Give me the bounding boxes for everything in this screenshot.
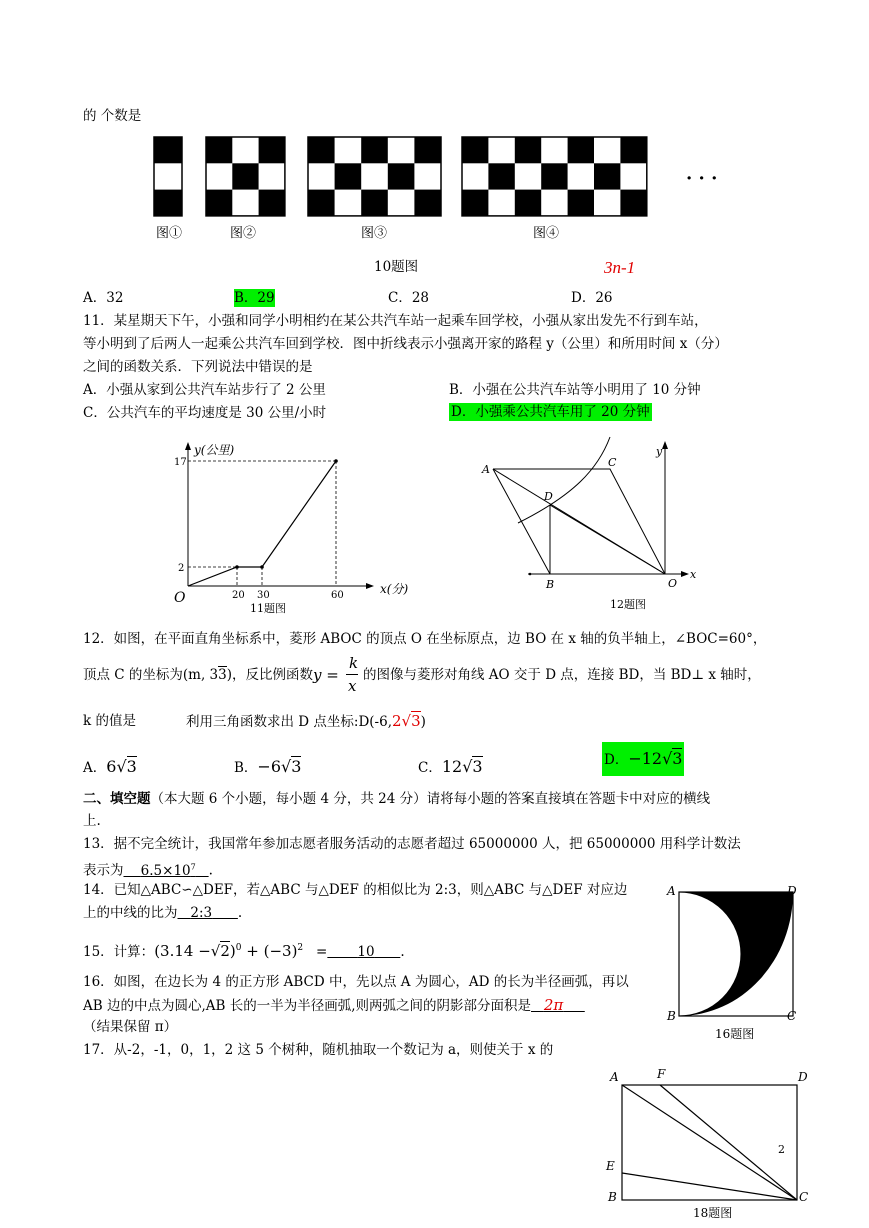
q11-graph [160, 440, 410, 620]
q16-label-a: A [667, 884, 676, 898]
q16-line3: （结果保留 π） [83, 1019, 178, 1035]
fig2-label: 图② [230, 226, 257, 241]
q16-label-c: C [787, 1009, 797, 1023]
q12-line1: 12．如图，在平面直角坐标系中，菱形 ABOC 的顶点 O 在坐标原点，边 BO 在 x 轴的负半轴上，∠BOC=60°， [83, 631, 767, 647]
q10-option-b: B．29 [234, 290, 275, 306]
pattern-cell [232, 190, 259, 217]
q10-caption: 10题图 [374, 259, 419, 275]
pattern-cell [620, 190, 647, 217]
q10-annotation: 3n-1 [604, 258, 636, 277]
pattern-cell [308, 163, 335, 190]
q12-line3-a: k 的值是 [83, 713, 136, 729]
pattern-cell [541, 190, 568, 217]
q13-line2: 表示为 $6.5\times 10^7$ . [83, 862, 213, 879]
pattern-cell [620, 163, 647, 190]
q11-line3: 之间的函数关系．下列说法中错误的是 [83, 359, 313, 375]
pattern-cell [594, 137, 621, 164]
q11-ytick-17: 17 [174, 457, 187, 468]
pattern-cell [259, 137, 286, 164]
pattern-cell [308, 190, 335, 217]
pattern-cell [488, 137, 515, 164]
pattern-cell [414, 163, 441, 190]
func-fraction-bar [346, 674, 358, 675]
pattern-cell [515, 137, 542, 164]
pattern-cell [462, 137, 489, 164]
q12-option-a: A．6√3 [83, 757, 137, 776]
q12-label-d: D [544, 490, 553, 503]
pattern-cell [414, 190, 441, 217]
q16-label-d: D [787, 884, 797, 898]
q16-figure [665, 880, 815, 1045]
pattern-cell [335, 163, 362, 190]
q11-xtick-20: 20 [232, 590, 245, 601]
q11-caption: 11题图 [250, 602, 286, 615]
q13-line1: 13．据不完全统计，我国常年参加志愿者服务活动的志愿者超过 65000000 人，把 65000000 用科学计数法 [83, 836, 741, 852]
q11-option-d: D．小强乘公共汽车用了 20 分钟 [451, 404, 650, 420]
q18-figure [600, 1065, 820, 1225]
pattern-cell [335, 190, 362, 217]
pattern-cell [335, 137, 362, 164]
q18-caption: 18题图 [693, 1206, 733, 1220]
pattern-cell [594, 163, 621, 190]
q15-line: 15．计算：$(3.14 -√2)^0 + (-3)^2$ = 10 . [83, 942, 405, 960]
q18-label-a: A [610, 1070, 619, 1084]
pattern-cell [541, 163, 568, 190]
fig1-label: 图① [156, 226, 183, 241]
pattern-figure-2 [206, 137, 285, 216]
pattern-cell [361, 163, 388, 190]
q12-label-o: O [668, 577, 678, 590]
func-y: y = [313, 666, 339, 684]
func-x: x [348, 677, 357, 695]
q12-line2: 顶点 C 的坐标为(m, 33)，反比例函数 [83, 667, 314, 683]
q16-line2: AB 边的中点为圆心,AB 长的一半为半径画弧,则两弧之间的阴影部分面积是 2π [83, 996, 564, 1014]
fig4-label: 图④ [533, 226, 560, 241]
q12-label-y: y [656, 445, 663, 458]
q11-option-a: A．小强从家到公共汽车站步行了 2 公里 [83, 382, 326, 398]
q12-label-b: B [546, 578, 555, 591]
pattern-cell [414, 137, 441, 164]
pattern-cell [154, 190, 182, 217]
pattern-cell [462, 163, 489, 190]
q12-label-a: A [482, 463, 490, 476]
pattern-cell [620, 137, 647, 164]
section2-line1: 二、填空题（本大题 6 个小题，每小题 4 分，共 24 分）请将每小题的答案直接填在答题卡中对应的横线 [83, 791, 711, 807]
q14-line1: 14．已知△ABC∽△DEF，若△ABC 与△DEF 的相似比为 2:3，则△ABC 与△DEF 对应边 [83, 882, 628, 898]
q12-caption: 12题图 [610, 598, 646, 611]
q12-line2-tail: 的图像与菱形对角线 AO 交于 D 点，连接 BD，当 BD⊥ x 轴时， [363, 667, 761, 683]
pattern-cell [488, 190, 515, 217]
pattern-cell [206, 163, 233, 190]
pattern-cell [259, 190, 286, 217]
q16-caption: 16题图 [715, 1027, 755, 1041]
pattern-cell [259, 163, 286, 190]
section2-line2: 上. [83, 813, 101, 829]
pattern-cell [568, 163, 595, 190]
q12-option-d: D．−12√3 [602, 742, 684, 776]
pattern-cell [515, 190, 542, 217]
pattern-cell [515, 163, 542, 190]
q12-option-b: B．−6√3 [234, 757, 302, 776]
pattern-cell [232, 163, 259, 190]
ellipsis: · · · [686, 168, 718, 189]
q18-label-2: 2 [778, 1143, 785, 1156]
pattern-cell [388, 163, 415, 190]
pattern-cell [594, 190, 621, 217]
q11-option-b: B．小强在公共汽车站等小明用了 10 分钟 [449, 382, 701, 398]
q12-label-c: C [608, 456, 617, 469]
pattern-cell [488, 163, 515, 190]
pattern-cell [568, 190, 595, 217]
q18-label-c: C [799, 1190, 809, 1204]
q11-xlabel-text: x(分) [380, 582, 409, 596]
q11-line1: 11．某星期天下午，小强和同学小明相约在某公共汽车站一起乘车回学校，小强从家出发先不行到车站， [83, 313, 708, 329]
pattern-cell [462, 190, 489, 217]
pattern-cell [232, 137, 259, 164]
pattern-cell [388, 190, 415, 217]
pattern-figure-4 [462, 137, 647, 216]
q11-option-c: C．公共汽车的平均速度是 30 公里/小时 [83, 405, 327, 421]
pattern-cell [308, 137, 335, 164]
pattern-cell [541, 137, 568, 164]
q18-label-d: D [798, 1070, 808, 1084]
q12-line3: 利用三角函数求出 D 点坐标:D(-6,2√3) [186, 712, 426, 730]
q18-label-b: B [608, 1190, 617, 1204]
pattern-cell [154, 137, 182, 164]
pattern-cell [361, 190, 388, 217]
q10-option-a: A．32 [83, 290, 124, 306]
q11-ytick-2: 2 [178, 563, 185, 574]
q14-line2: 上的中线的比为 2:3 . [83, 905, 243, 921]
q17-line1: 17．从-2，-1，0，1，2 这 5 个树种，随机抽取一个数记为 a，则使关于 x 的 [83, 1042, 554, 1058]
pattern-cell [206, 137, 233, 164]
q10-option-d: D．26 [571, 290, 613, 306]
q11-xtick-30: 30 [257, 590, 270, 601]
q18-label-e: E [606, 1159, 615, 1173]
pattern-cell [388, 137, 415, 164]
pattern-figure-1 [154, 137, 182, 216]
pattern-figure-3 [308, 137, 441, 216]
q11-ylabel: y(公里) [194, 443, 235, 457]
pattern-cell [568, 137, 595, 164]
q11-origin: O [174, 590, 186, 606]
pattern-cell [206, 190, 233, 217]
pattern-cell [361, 137, 388, 164]
q16-line1: 16．如图，在边长为 4 的正方形 ABCD 中，先以点 A 为圆心，AD 的长为半径画弧，再以 [83, 974, 629, 990]
q10-option-c: C．28 [388, 290, 430, 306]
q11-xtick-60: 60 [331, 590, 344, 601]
q18-label-f: F [657, 1067, 666, 1081]
q10-intro: 的 个数是 [83, 108, 142, 124]
fig3-label: 图③ [361, 226, 388, 241]
q11-line2: 等小明到了后两人一起乘公共汽车回到学校．图中折线表示小强离开家的路程 y（公里）和所用时间 x（分） [83, 336, 728, 352]
q12-option-c: C．12√3 [418, 757, 483, 776]
q12-graph [470, 435, 710, 620]
q16-label-b: B [667, 1009, 676, 1023]
pattern-cell [154, 163, 182, 190]
func-k: k [349, 654, 359, 672]
q12-label-x: x [690, 568, 697, 581]
q10-pattern-figures [0, 0, 869, 260]
